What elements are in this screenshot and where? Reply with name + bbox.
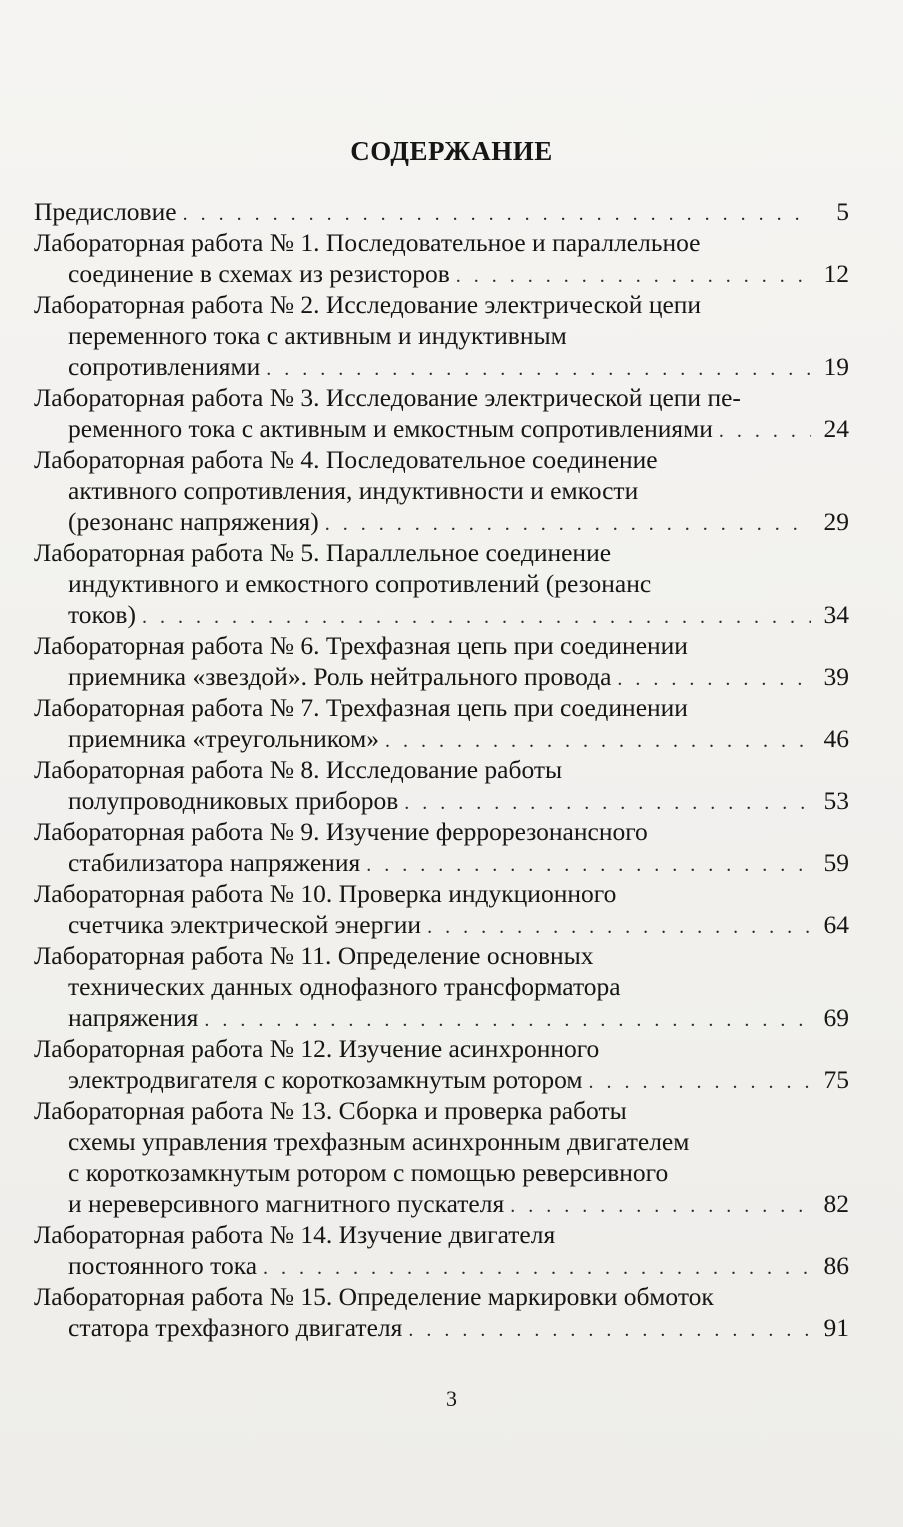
dot-leader bbox=[204, 1005, 811, 1036]
toc-entry-text: приемника «треугольником» bbox=[68, 724, 380, 753]
toc-entry-last-line bbox=[34, 1064, 849, 1095]
toc-entry-page-number: 86 bbox=[823, 1251, 849, 1280]
dot-leader bbox=[366, 850, 811, 881]
toc-entry-page-number: 59 bbox=[823, 848, 849, 877]
table-of-contents bbox=[34, 196, 849, 1343]
toc-entry-line: активного сопротивления, индуктивности и емкости bbox=[68, 476, 639, 505]
toc-entry bbox=[34, 289, 849, 382]
toc-entry-last-line bbox=[34, 1188, 849, 1219]
toc-entry-text: соединение в схемах из резисторов bbox=[68, 259, 450, 288]
toc-entry bbox=[34, 878, 849, 940]
toc-entry bbox=[34, 1219, 849, 1281]
toc-entry-line: Лабораторная работа № 15. Определение маркировки обмоток bbox=[34, 1282, 714, 1311]
toc-entry-text: постоянного тока bbox=[68, 1251, 258, 1280]
toc-entry bbox=[34, 1281, 849, 1343]
toc-entry bbox=[34, 1095, 849, 1219]
toc-entry-line: Лабораторная работа № 9. Изучение феррорезонансного bbox=[34, 817, 648, 846]
toc-entry-text: Предисловие bbox=[34, 197, 177, 226]
toc-entry-text: ременного тока с активным и емкостным сопротивлениями bbox=[68, 414, 713, 443]
toc-entry-last-line bbox=[34, 909, 849, 940]
toc-entry-line: технических данных однофазного трансформатора bbox=[68, 972, 621, 1001]
toc-entry-page-number: 64 bbox=[823, 910, 849, 939]
toc-entry-last-line bbox=[34, 847, 849, 878]
toc-entry-last-line bbox=[34, 413, 849, 444]
toc-entry bbox=[34, 382, 849, 444]
toc-entry-line: Лабораторная работа № 6. Трехфазная цепь при соединении bbox=[34, 631, 688, 660]
toc-entry bbox=[34, 1033, 849, 1095]
toc-entry-page-number: 12 bbox=[823, 259, 849, 288]
dot-leader bbox=[142, 602, 811, 633]
toc-entry-text: статора трехфазного двигателя bbox=[68, 1313, 403, 1342]
toc-entry-last-line bbox=[34, 661, 849, 692]
toc-entry bbox=[34, 196, 849, 227]
dot-leader bbox=[427, 912, 811, 943]
toc-entry-text: полупроводниковых приборов bbox=[68, 786, 399, 815]
toc-entry bbox=[34, 754, 849, 816]
toc-entry-last-line bbox=[34, 723, 849, 754]
toc-entry-text: и нереверсивного магнитного пускателя bbox=[68, 1189, 505, 1218]
toc-entry-page-number: 53 bbox=[823, 786, 849, 815]
toc-entry-line: Лабораторная работа № 12. Изучение асинхронного bbox=[34, 1034, 600, 1063]
dot-leader bbox=[385, 726, 811, 757]
toc-entry-page-number: 69 bbox=[823, 1003, 849, 1032]
toc-entry-line: Лабораторная работа № 1. Последовательное и параллельное bbox=[34, 228, 701, 257]
toc-entry-text: стабилизатора напряжения bbox=[68, 848, 361, 877]
dot-leader bbox=[266, 354, 811, 385]
toc-entry-last-line bbox=[34, 1312, 849, 1343]
toc-entry-last-line bbox=[34, 1250, 849, 1281]
toc-entry-line: Лабораторная работа № 14. Изучение двигателя bbox=[34, 1220, 556, 1249]
toc-entry-last-line bbox=[34, 506, 849, 537]
toc-entry-text: (резонанс напряжения) bbox=[68, 507, 319, 536]
toc-entry bbox=[34, 444, 849, 537]
toc-entry-page-number: 91 bbox=[823, 1313, 849, 1342]
toc-entry-line: с короткозамкнутым ротором с помощью реверсивного bbox=[68, 1158, 669, 1187]
dot-leader bbox=[263, 1253, 811, 1284]
toc-entry-line: Лабораторная работа № 10. Проверка индукционного bbox=[34, 879, 617, 908]
dot-leader bbox=[589, 1067, 811, 1098]
toc-entry-line: переменного тока с активным и индуктивным bbox=[68, 321, 567, 350]
dot-leader bbox=[510, 1191, 811, 1222]
toc-entry-page-number: 34 bbox=[823, 600, 849, 629]
contents-heading: СОДЕРЖАНИЕ bbox=[350, 136, 553, 166]
dot-leader bbox=[617, 664, 811, 695]
toc-entry-text: счетчика электрической энергии bbox=[68, 910, 422, 939]
toc-entry-last-line bbox=[34, 258, 849, 289]
toc-entry-text: приемника «звездой». Роль нейтрального провода bbox=[68, 662, 612, 691]
toc-entry-page-number: 46 bbox=[823, 724, 849, 753]
toc-entry-page-number: 39 bbox=[823, 662, 849, 691]
toc-entry-text: сопротивлениями bbox=[68, 352, 261, 381]
toc-entry-line: Лабораторная работа № 11. Определение основных bbox=[34, 941, 594, 970]
dot-leader bbox=[325, 509, 811, 540]
toc-entry-last-line bbox=[34, 196, 849, 227]
toc-entry-line: Лабораторная работа № 7. Трехфазная цепь при соединении bbox=[34, 693, 688, 722]
toc-entry-line: Лабораторная работа № 13. Сборка и проверка работы bbox=[34, 1096, 627, 1125]
toc-entry-line: индуктивного и емкостного сопротивлений (резонанс bbox=[68, 569, 652, 598]
toc-entry bbox=[34, 537, 849, 630]
toc-entry-last-line bbox=[34, 599, 849, 630]
toc-entry-page-number: 82 bbox=[823, 1189, 849, 1218]
dot-leader bbox=[404, 788, 811, 819]
toc-entry-last-line bbox=[34, 351, 849, 382]
toc-entry-page-number: 24 bbox=[823, 414, 849, 443]
toc-entry bbox=[34, 692, 849, 754]
toc-entry-line: Лабораторная работа № 3. Исследование электрической цепи пе- bbox=[34, 383, 741, 412]
toc-entry bbox=[34, 227, 849, 289]
toc-entry-text: электродвигателя с короткозамкнутым ротором bbox=[68, 1065, 583, 1094]
toc-entry-line: Лабораторная работа № 8. Исследование работы bbox=[34, 755, 563, 784]
toc-entry-page-number: 75 bbox=[823, 1065, 849, 1094]
toc-entry-page-number: 19 bbox=[823, 352, 849, 381]
toc-entry-page-number: 5 bbox=[836, 197, 849, 226]
toc-entry bbox=[34, 816, 849, 878]
toc-entry-text: токов) bbox=[68, 600, 136, 629]
dot-leader bbox=[408, 1315, 811, 1346]
toc-entry-page-number: 29 bbox=[823, 507, 849, 536]
toc-entry-text: напряжения bbox=[68, 1003, 199, 1032]
page-number: 3 bbox=[446, 1386, 457, 1411]
toc-entry-line: Лабораторная работа № 4. Последовательное соединение bbox=[34, 445, 658, 474]
toc-entry-last-line bbox=[34, 1002, 849, 1033]
dot-leader bbox=[183, 199, 811, 230]
toc-entry bbox=[34, 630, 849, 692]
toc-entry-line: схемы управления трехфазным асинхронным двигателем bbox=[68, 1127, 690, 1156]
dot-leader bbox=[719, 416, 811, 447]
toc-entry-line: Лабораторная работа № 2. Исследование электрической цепи bbox=[34, 290, 702, 319]
toc-entry bbox=[34, 940, 849, 1033]
toc-entry-line: Лабораторная работа № 5. Параллельное соединение bbox=[34, 538, 612, 567]
dot-leader bbox=[456, 261, 811, 292]
toc-entry-last-line bbox=[34, 785, 849, 816]
